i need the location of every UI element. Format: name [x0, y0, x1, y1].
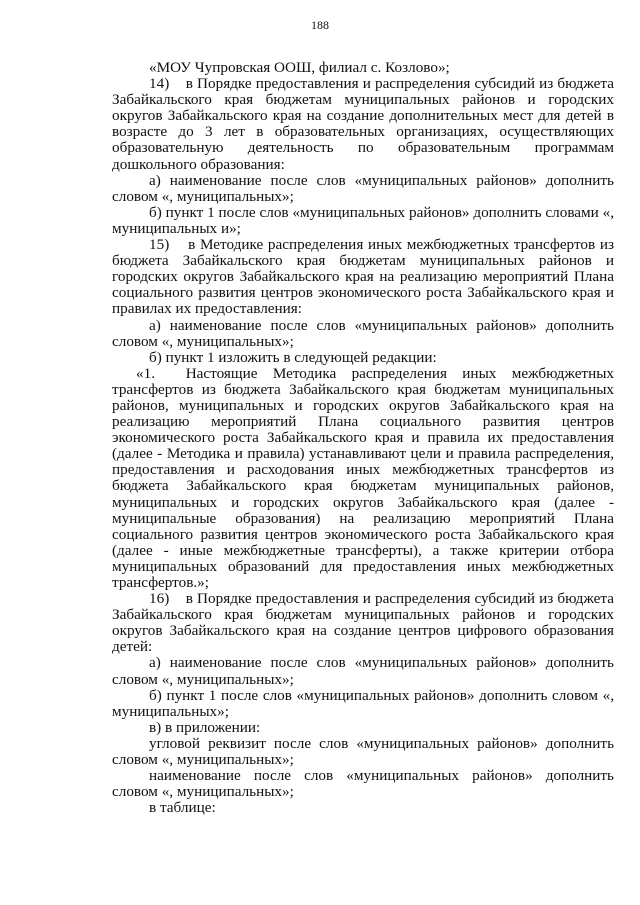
paragraph-15a: а) наименование после слов «муниципальных районов» дополнить словом «, муниципальных»;	[112, 316, 614, 350]
paragraph-14b: б) пункт 1 после слов «муниципальных районов» дополнить словами «, муниципальных и»;	[112, 203, 614, 237]
paragraph-school-name: «МОУ Чупровская ООШ, филиал с. Козлово»;	[149, 59, 450, 76]
paragraph-item-16: 16) в Порядке предоставления и распределения субсидий из бюджета Забайкальского края бюджетам муниципальных районов и городских округов Забайкальского края на создание центров цифрового образования детей:	[112, 590, 614, 656]
paragraph-16a: а) наименование после слов «муниципальных районов» дополнить словом «, муниципальных»;	[112, 654, 614, 688]
document-body	[112, 60, 614, 816]
paragraph-16v: в) в приложении:	[149, 718, 261, 736]
paragraph-in-table: в таблице:	[149, 799, 216, 817]
paragraph-16b: б) пункт 1 после слов «муниципальных районов» дополнить словом «, муниципальных»;	[112, 686, 614, 720]
paragraph-item-14: 14) в Порядке предоставления и распределения субсидий из бюджета Забайкальского края бюджетам муниципальных районов и городских округов Забайкальского края на создание дополнительных мест для детей в возрасте до 3 лет в образовательных организациях, осуществляющих образовательную деятельность по образовательным программам дошкольного образования:	[112, 75, 614, 173]
paragraph-quoted-clause-1: «1. Настоящие Методика распределения иных межбюджетных трансфертов из бюджета Забайкальского края бюджетам муниципальных районов, муниципальных и городских округов Забайкальского края на реализацию мероприятий Плана социального развития центров экономического роста Забайкальского края и правила их предоставления (далее - Методика и правила) устанавливают цели и правила распределения, предоставления и расходования иных межбюджетных трансфертов из бюджета Забайкальского края бюджетам муниципальных районов, муниципальных и городских округов Забайкальского края (далее - муниципальные образования) на реализацию мероприятий Плана социального развития центров экономического роста Забайкальского края (далее - иные межбюджетные трансферты), а также критерии отбора муниципальных образований для предоставления иных межбюджетных трансфертов.»;	[112, 364, 614, 591]
paragraph-title-change: наименование после слов «муниципальных районов» дополнить словом «, муниципальных»;	[112, 767, 614, 801]
paragraph-corner-requisite: угловой реквизит после слов «муниципальных районов» дополнить словом «, муниципальных»;	[112, 734, 614, 769]
page-number: 188	[311, 18, 329, 32]
paragraph-14a: а) наименование после слов «муниципальных районов» дополнить словом «, муниципальных»;	[112, 171, 614, 205]
paragraph-15b: б) пункт 1 изложить в следующей редакции:	[149, 348, 437, 366]
paragraph-item-15: 15) в Методике распределения иных межбюджетных трансфертов из бюджета Забайкальского края бюджетам муниципальных районов и городских округов Забайкальского края на реализацию мероприятий Плана социального развития центров экономического роста Забайкальского края и правилах их предоставления:	[112, 236, 614, 318]
